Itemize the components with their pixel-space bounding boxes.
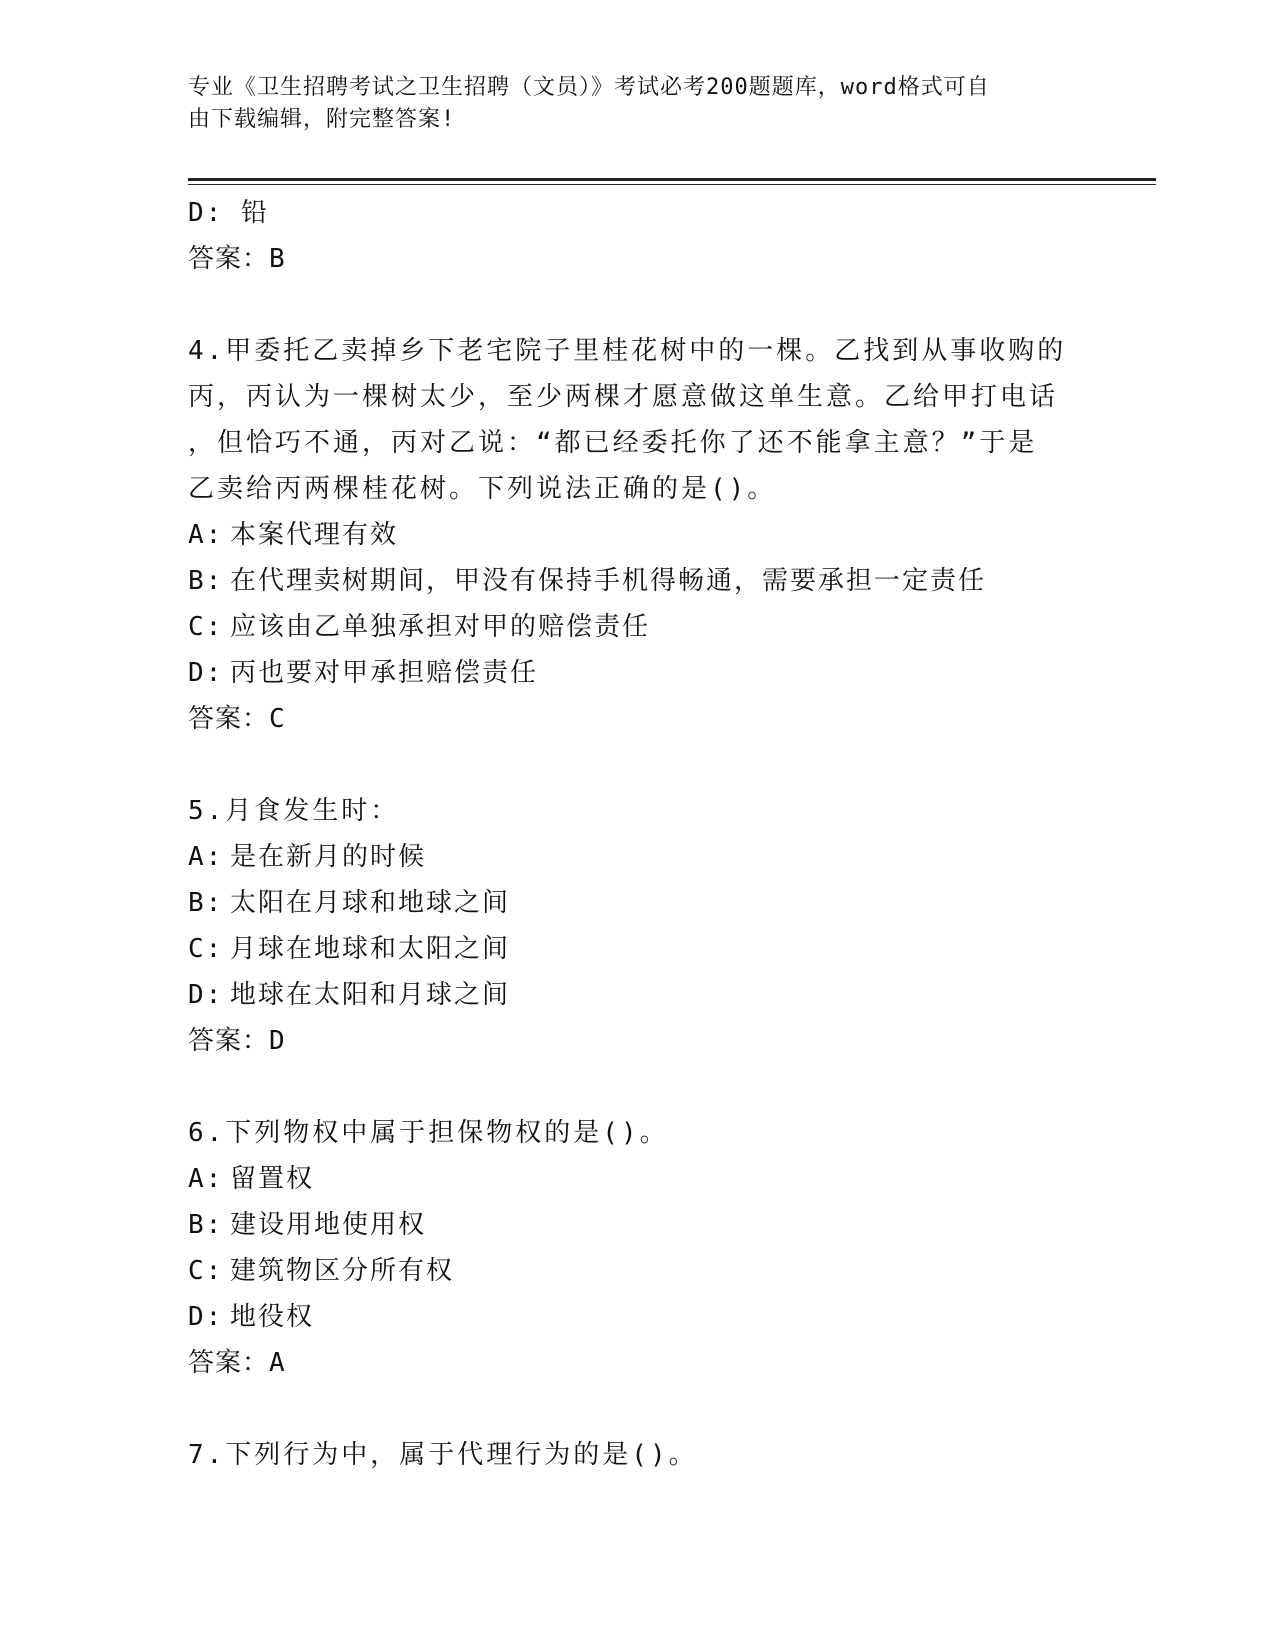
option-label: C: bbox=[188, 1256, 224, 1286]
stem-line: 5.月食发生时： bbox=[188, 796, 400, 826]
spacer bbox=[188, 1386, 1088, 1432]
option-label: D: bbox=[188, 1302, 224, 1332]
option-d bbox=[188, 650, 1088, 696]
option-text: 本案代理有效 bbox=[230, 520, 399, 550]
option-b bbox=[188, 880, 1088, 926]
spacer bbox=[188, 282, 1088, 328]
option-d bbox=[188, 972, 1088, 1018]
question-stem bbox=[188, 328, 1068, 512]
header-rule-thin bbox=[188, 184, 1156, 185]
option-label: D: bbox=[188, 658, 224, 688]
option-label: B: bbox=[188, 1210, 224, 1240]
question-list bbox=[188, 190, 1088, 1478]
option-a bbox=[188, 512, 1088, 558]
option-text: 丙也要对甲承担赔偿责任 bbox=[230, 658, 539, 688]
option-label: B: bbox=[188, 888, 224, 918]
option-a bbox=[188, 1156, 1088, 1202]
header-line-1: 专业《卫生招聘考试之卫生招聘（文员）》考试必考200题题库，word格式可自 bbox=[188, 75, 990, 100]
question-4 bbox=[188, 328, 1088, 742]
option-text: 月球在地球和太阳之间 bbox=[230, 934, 511, 964]
answer: 答案：D bbox=[188, 1026, 286, 1056]
spacer bbox=[188, 1064, 1088, 1110]
option-label: A: bbox=[188, 842, 224, 872]
question-stem bbox=[188, 1110, 1068, 1156]
option-text: 建设用地使用权 bbox=[230, 1210, 427, 1240]
header-rule-thick bbox=[188, 178, 1156, 181]
option-label: B: bbox=[188, 566, 224, 596]
stem-line: 4.甲委托乙卖掉乡下老宅院子里桂花树中的一棵。乙找到从事收购的 bbox=[188, 336, 1067, 366]
stem-line: 丙，丙认为一棵树太少，至少两棵才愿意做这单生意。乙给甲打电话 bbox=[188, 382, 1059, 412]
option-label: A: bbox=[188, 1164, 224, 1194]
option-text: 建筑物区分所有权 bbox=[230, 1256, 455, 1286]
option-text: 是在新月的时候 bbox=[230, 842, 427, 872]
option-d bbox=[188, 1294, 1088, 1340]
option-label: A: bbox=[188, 520, 224, 550]
stem-line: 乙卖给丙两棵桂花树。下列说法正确的是()。 bbox=[188, 474, 777, 504]
option-text: 地球在太阳和月球之间 bbox=[230, 980, 511, 1010]
answer: 答案：C bbox=[188, 704, 286, 734]
option-a bbox=[188, 834, 1088, 880]
prev-answer: 答案：B bbox=[188, 244, 286, 274]
answer: 答案：A bbox=[188, 1348, 286, 1378]
option-label: C: bbox=[188, 934, 224, 964]
option-text: 太阳在月球和地球之间 bbox=[230, 888, 511, 918]
prev-option-d: D: 铅 bbox=[188, 198, 269, 228]
option-label: C: bbox=[188, 612, 224, 642]
option-b bbox=[188, 1202, 1088, 1248]
question-6 bbox=[188, 1110, 1088, 1386]
option-label: D: bbox=[188, 980, 224, 1010]
stem-line: 6.下列物权中属于担保物权的是()。 bbox=[188, 1118, 669, 1148]
header-line-2: 由下载编辑，附完整答案! bbox=[188, 107, 456, 132]
option-text: 地役权 bbox=[230, 1302, 315, 1332]
question-7-stem: 7.下列行为中，属于代理行为的是()。 bbox=[188, 1440, 698, 1470]
stem-line: ，但恰巧不通，丙对乙说：“都已经委托你了还不能拿主意？”于是 bbox=[188, 428, 1038, 458]
option-text: 应该由乙单独承担对甲的赔偿责任 bbox=[230, 612, 651, 642]
option-c bbox=[188, 1248, 1088, 1294]
option-text: 在代理卖树期间，甲没有保持手机得畅通，需要承担一定责任 bbox=[230, 566, 987, 596]
question-stem bbox=[188, 788, 1068, 834]
document-header bbox=[188, 72, 1068, 136]
spacer bbox=[188, 742, 1088, 788]
question-5 bbox=[188, 788, 1088, 1064]
option-c bbox=[188, 604, 1088, 650]
option-b bbox=[188, 558, 1088, 604]
option-c bbox=[188, 926, 1088, 972]
option-text: 留置权 bbox=[230, 1164, 315, 1194]
